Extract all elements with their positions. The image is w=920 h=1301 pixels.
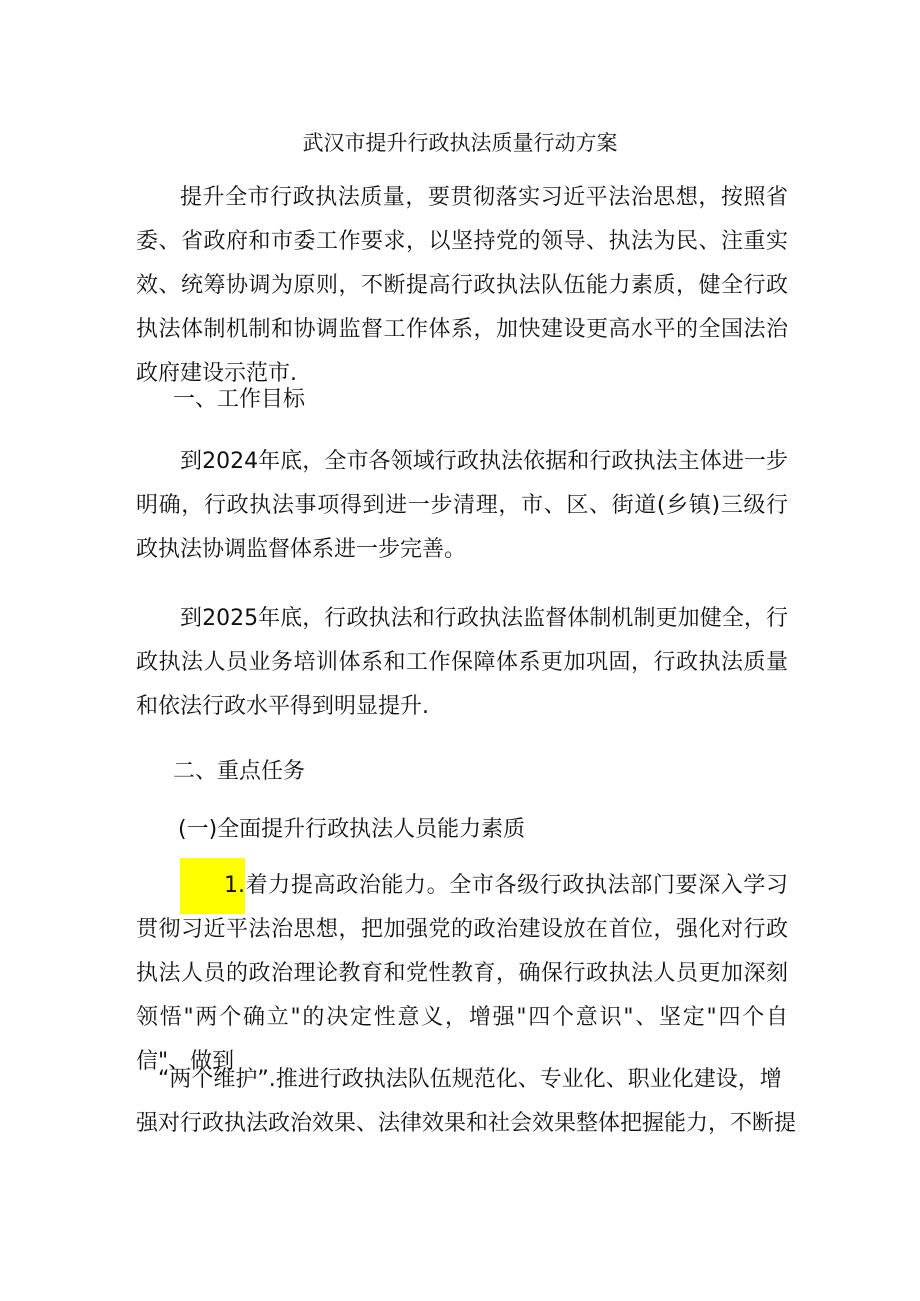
item-1-continuation-line-2: 强对行政执法政治效果、法律效果和社会效果整体把握能力，不断提 — [136, 1111, 797, 1136]
intro-paragraph: 提升全市行政执法质量，要贯彻落实习近平法治思想，按照省委、省政府和市委工作要求，以坚持党的领导、执法为民、注重实效、统筹协调为原则，不断提高行政执法队伍能力素质，健全行政执法体制机制和协调监督工作体系，加快建设更高水平的全国法治政府建设示范市. — [136, 185, 788, 386]
goal-2025-paragraph: 到2025年底，行政执法和行政执法监督体制机制更加健全，行政执法人员业务培训体系和工作保障体系更加巩固，行政执法质量和依法行政水平得到明显提升. — [136, 606, 788, 719]
document-title: 武汉市提升行政执法质量行动方案 — [302, 131, 618, 155]
goal-2024-paragraph: 到2024年底，全市各领域行政执法依据和行政执法主体进一步明确，行政执法事项得到进一步清理，市、区、街道(乡镇)三级行政执法协调监督体系进一步完善。 — [136, 449, 788, 562]
section-heading-tasks: 二、重点任务 — [173, 759, 306, 784]
item-1-continuation-line-1: “两个维护”.推进行政执法队伍规范化、专业化、职业化建设，增 — [158, 1067, 782, 1092]
item-1-number-highlight: 1. — [180, 858, 245, 914]
item-1-text: 着力提高政治能力。全市各级行政执法部门要深入学习贯彻习近平法治思想，把加强党的政治建设放在首位，强化对行政执法人员的政治理论教育和党性教育，确保行政执法人员更加深刻领悟"两个确立"的决定性意义，增强"四个意识"、坚定"四个自信"、做到 — [136, 873, 788, 1074]
subsection-heading-capability: (一)全面提升行政执法人员能力素质 — [178, 817, 526, 842]
section-heading-goals: 一、工作目标 — [173, 387, 306, 412]
item-1-paragraph — [136, 864, 788, 1084]
